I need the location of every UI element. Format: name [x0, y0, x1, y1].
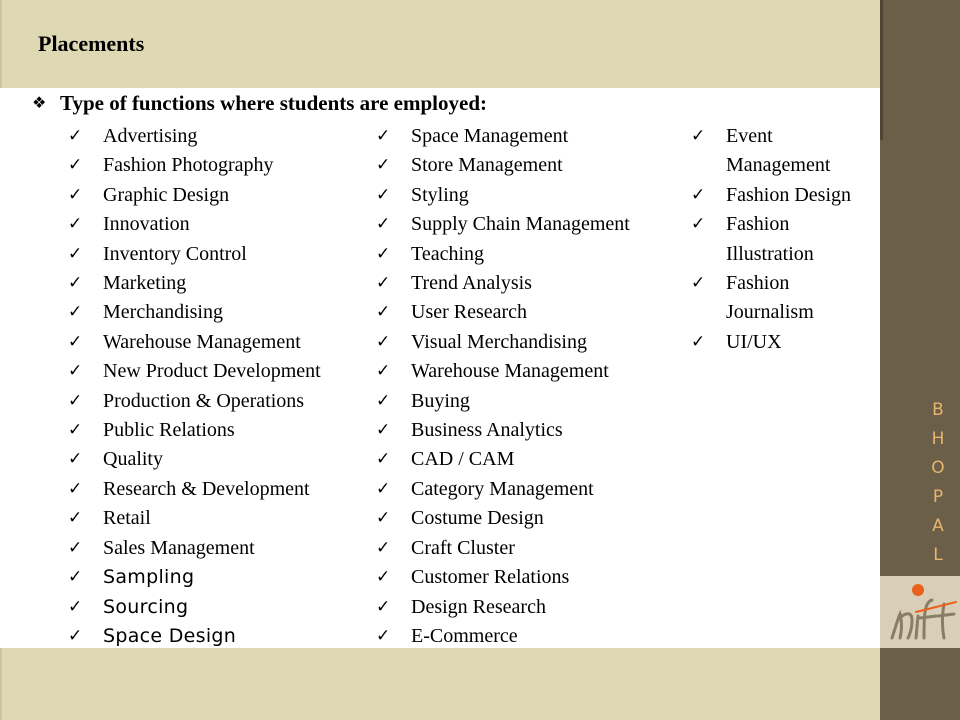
function-label: Teaching	[411, 242, 485, 265]
function-label: Inventory Control	[103, 242, 247, 265]
function-label: Warehouse Management	[103, 330, 301, 353]
function-list-item	[68, 622, 321, 651]
function-label: Store Management	[411, 154, 563, 177]
function-label: Fashion Design	[726, 183, 851, 206]
function-list-item	[376, 563, 630, 592]
checkmark-icon: ✓	[68, 126, 83, 146]
checkmark-icon: ✓	[691, 214, 706, 235]
function-label: Quality	[103, 448, 163, 471]
function-label: Retail	[103, 507, 151, 530]
function-label: Advertising	[103, 125, 198, 147]
function-label: Space Management	[411, 125, 569, 147]
footer-band	[0, 648, 880, 720]
function-list-column-2	[376, 122, 630, 651]
function-list-item	[68, 269, 321, 298]
function-label: Customer Relations	[411, 566, 570, 589]
function-label: Warehouse Management	[411, 360, 609, 383]
checkmark-icon: ✓	[68, 478, 83, 499]
checkmark-icon: ✓	[376, 567, 391, 588]
function-list-item	[68, 563, 321, 592]
diamond-bullet-icon: ❖	[32, 93, 47, 112]
function-list-item	[376, 298, 630, 327]
checkmark-icon: ✓	[376, 596, 391, 617]
function-label: E-Commerce	[411, 624, 518, 647]
function-label: Trend Analysis	[411, 272, 532, 295]
function-label: Costume Design	[411, 507, 544, 530]
checkmark-icon: ✓	[68, 243, 83, 264]
function-label: Event Management	[726, 125, 831, 177]
function-label: Supply Chain Management	[411, 213, 630, 236]
checkmark-icon: ✓	[376, 390, 391, 411]
function-label: Innovation	[103, 213, 190, 236]
checkmark-icon: ✓	[376, 331, 391, 352]
function-list-item	[68, 240, 321, 269]
function-list-item	[68, 151, 321, 180]
function-list-item	[376, 269, 630, 298]
checkmark-icon: ✓	[68, 331, 83, 352]
checkmark-icon: ✓	[68, 184, 83, 205]
function-label: Merchandising	[103, 301, 223, 324]
checkmark-icon: ✓	[376, 126, 391, 146]
checkmark-icon: ✓	[691, 331, 706, 352]
function-list-item	[691, 122, 876, 181]
function-label: Graphic Design	[103, 183, 230, 206]
checkmark-icon: ✓	[376, 155, 391, 176]
checkmark-icon: ✓	[68, 567, 83, 588]
function-list-item	[68, 445, 321, 474]
function-list-item	[376, 122, 630, 151]
function-label: Business Analytics	[411, 419, 563, 442]
function-label: Fashion Illustration	[726, 213, 814, 265]
function-list-item	[691, 210, 876, 269]
function-list-item	[68, 387, 321, 416]
checkmark-icon: ✓	[68, 537, 83, 558]
checkmark-icon: ✓	[68, 508, 83, 529]
function-label: New Product Development	[103, 360, 321, 383]
campus-letter: B	[932, 400, 944, 420]
checkmark-icon: ✓	[68, 155, 83, 176]
function-list-item	[68, 416, 321, 445]
checkmark-icon: ✓	[376, 537, 391, 558]
campus-name-vertical	[880, 396, 960, 570]
function-list-item	[376, 445, 630, 474]
checkmark-icon: ✓	[376, 361, 391, 382]
checkmark-icon: ✓	[691, 184, 706, 205]
function-list-column-1	[68, 122, 321, 651]
function-list-item	[68, 122, 321, 151]
function-list-item	[376, 181, 630, 210]
checkmark-icon: ✓	[376, 243, 391, 264]
function-label: Marketing	[103, 272, 187, 295]
checkmark-icon: ✓	[68, 302, 83, 323]
function-label: Production & Operations	[103, 389, 305, 412]
nift-logo-icon	[886, 588, 958, 644]
function-label: Research & Development	[103, 477, 310, 500]
function-list-item	[68, 298, 321, 327]
campus-letter: H	[931, 429, 945, 449]
campus-letter: L	[933, 545, 943, 565]
function-label: Visual Merchandising	[411, 330, 587, 353]
function-label: Sampling	[103, 566, 195, 589]
function-list-item	[68, 181, 321, 210]
function-label: Fashion Photography	[103, 154, 274, 177]
checkmark-icon: ✓	[376, 625, 391, 646]
function-label: Craft Cluster	[411, 536, 515, 559]
function-label: Space Design	[103, 624, 237, 647]
function-label: Sourcing	[103, 595, 189, 618]
function-list-item	[376, 534, 630, 563]
function-list-item	[691, 181, 876, 210]
function-list-item	[376, 328, 630, 357]
section-heading-text: Type of functions where students are employed:	[60, 91, 487, 115]
checkmark-icon: ✓	[376, 508, 391, 529]
function-list-item	[691, 269, 876, 328]
function-list-column-3	[691, 122, 876, 357]
checkmark-icon: ✓	[376, 449, 391, 470]
function-list-item	[376, 504, 630, 533]
function-list-item	[691, 328, 876, 357]
campus-letter: O	[931, 458, 945, 478]
function-list-item	[68, 593, 321, 622]
function-label: Buying	[411, 389, 470, 412]
function-list-item	[376, 593, 630, 622]
checkmark-icon: ✓	[376, 214, 391, 235]
function-list-item	[68, 210, 321, 239]
function-list-item	[68, 534, 321, 563]
function-list-item	[68, 475, 321, 504]
function-list-item	[376, 475, 630, 504]
function-label: Category Management	[411, 477, 594, 500]
checkmark-icon: ✓	[691, 126, 706, 146]
function-label: User Research	[411, 301, 528, 324]
section-heading	[32, 89, 487, 117]
function-list-item	[376, 387, 630, 416]
function-label: Styling	[411, 183, 469, 206]
checkmark-icon: ✓	[68, 390, 83, 411]
checkmark-icon: ✓	[376, 420, 391, 441]
function-list-item	[68, 504, 321, 533]
checkmark-icon: ✓	[376, 184, 391, 205]
function-label: UI/UX	[726, 330, 782, 353]
function-list-item	[376, 622, 630, 651]
checkmark-icon: ✓	[691, 273, 706, 294]
checkmark-icon: ✓	[376, 273, 391, 294]
campus-letter: P	[932, 487, 944, 507]
title-band	[0, 0, 880, 88]
campus-letter: A	[932, 516, 944, 536]
function-label: Design Research	[411, 595, 546, 618]
function-list-item	[68, 328, 321, 357]
function-list-item	[376, 416, 630, 445]
function-list-item	[376, 151, 630, 180]
function-list-item	[68, 357, 321, 386]
checkmark-icon: ✓	[68, 596, 83, 617]
checkmark-icon: ✓	[376, 478, 391, 499]
page-title: Placements	[38, 31, 145, 56]
checkmark-icon: ✓	[68, 420, 83, 441]
checkmark-icon: ✓	[68, 214, 83, 235]
checkmark-icon: ✓	[376, 302, 391, 323]
checkmark-icon: ✓	[68, 625, 83, 646]
checkmark-icon: ✓	[68, 449, 83, 470]
function-list-item	[376, 240, 630, 269]
function-list-item	[376, 357, 630, 386]
function-label: CAD / CAM	[411, 448, 515, 471]
function-label: Fashion Journalism	[726, 272, 814, 324]
checkmark-icon: ✓	[68, 273, 83, 294]
function-label: Public Relations	[103, 419, 235, 442]
nift-logo	[880, 576, 960, 648]
checkmark-icon: ✓	[68, 361, 83, 382]
function-list-item	[376, 210, 630, 239]
side-bar-upper	[880, 0, 960, 140]
function-label: Sales Management	[103, 536, 255, 559]
